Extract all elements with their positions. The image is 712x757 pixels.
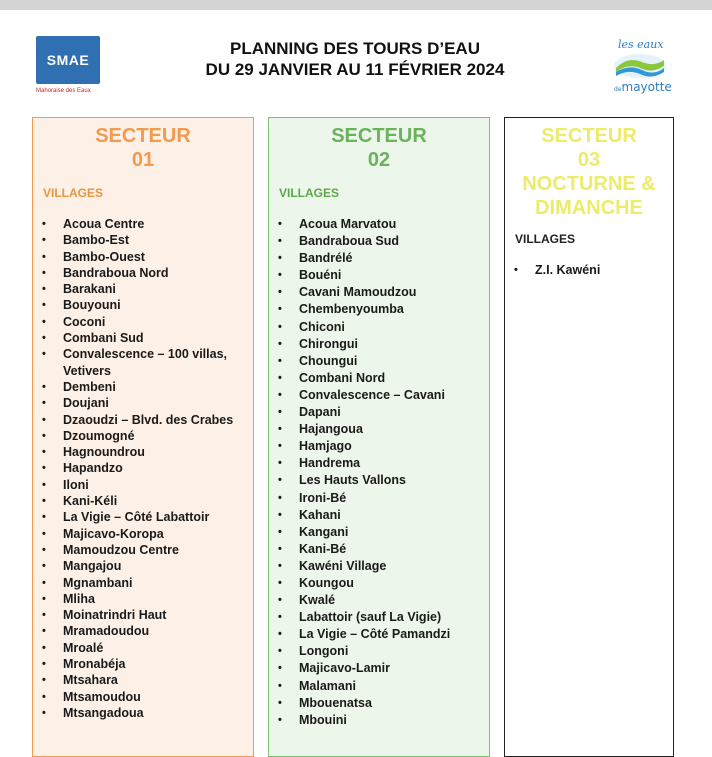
village-list-item: • Kahani xyxy=(277,507,489,524)
village-list-item: • Acoua Centre xyxy=(41,216,253,232)
village-list-item: • Bandraboua Nord xyxy=(41,265,253,281)
village-list-item: • Barakani xyxy=(41,281,253,297)
village-list-item: • Malamani xyxy=(277,678,489,695)
village-list-item: • Doujani xyxy=(41,395,253,411)
village-list-item: • Majicavo-Koropa xyxy=(41,526,253,542)
village-list-item: • Bambo-Ouest xyxy=(41,249,253,265)
village-list-item: • Cavani Mamoudzou xyxy=(277,284,489,301)
sector-01-heading-line-1: SECTEUR xyxy=(95,125,191,147)
village-list-item: • Hagnoundrou xyxy=(41,444,253,460)
sector-03-heading-line-1: SECTEUR xyxy=(541,125,637,147)
sector-02-villages-label: VILLAGES xyxy=(279,186,340,200)
village-list-item: • Kwalé xyxy=(277,592,489,609)
village-list-item: • Moinatrindri Haut xyxy=(41,607,253,623)
sector-01-villages-label: VILLAGES xyxy=(43,186,104,200)
village-list-item: • Ironi-Bé xyxy=(277,490,489,507)
smae-logo-text: SMAE xyxy=(46,52,90,68)
village-list-item: • Mamoudzou Centre xyxy=(41,542,253,558)
village-list-item: • Mramadoudou xyxy=(41,623,253,639)
village-list-item: • Kangani xyxy=(277,524,489,541)
village-list-item: • Acoua Marvatou xyxy=(277,216,489,233)
smae-logo xyxy=(36,36,100,100)
village-list-item: • Mliha xyxy=(41,591,253,607)
smae-logo-subtitle: Mahoraise des Eaux xyxy=(36,88,91,94)
logo-text-mayotte-word: mayotte xyxy=(621,80,672,94)
village-list-item: • Hamjago xyxy=(277,438,489,455)
logo-text-mayotte xyxy=(614,80,672,94)
village-list-item: • Bouéni xyxy=(277,267,489,284)
page-title xyxy=(120,38,590,80)
title-line-1: PLANNING DES TOURS D’EAU xyxy=(230,39,480,58)
village-list-item: • Mroalé xyxy=(41,640,253,656)
village-list-item: • Convalescence – 100 villas, Vetivers xyxy=(41,346,253,379)
village-list-item: • Convalescence – Cavani xyxy=(277,387,489,404)
logo-text-les-eaux: les eaux xyxy=(618,38,664,51)
smae-logo-mark xyxy=(36,36,100,84)
logo-text-de: de xyxy=(614,86,622,93)
sector-01-heading-line-2: 01 xyxy=(131,149,155,171)
village-list-item: • Bambo-Est xyxy=(41,232,253,248)
village-list-item: • Kani-Bé xyxy=(277,541,489,558)
village-list-item: • La Vigie – Côté Pamandzi xyxy=(277,626,489,643)
village-list-item: • Mtsangadoua xyxy=(41,705,253,721)
village-list-item: • Coconi xyxy=(41,314,253,330)
sector-03-column xyxy=(504,117,674,757)
village-list-item: • Mronabéja xyxy=(41,656,253,672)
village-list-item: • Bandrélé xyxy=(277,250,489,267)
village-list-item: • Koungou xyxy=(277,575,489,592)
village-list-item: • Les Hauts Vallons xyxy=(277,472,489,489)
sector-02-column xyxy=(268,117,490,757)
village-list-item: • Bandraboua Sud xyxy=(277,233,489,250)
village-list-item: • Mbouini xyxy=(277,712,489,729)
village-list-item: • Dapani xyxy=(277,404,489,421)
sector-03-heading xyxy=(505,124,673,220)
village-list-item: • Mtsamoudou xyxy=(41,689,253,705)
village-list-item: • Dembeni xyxy=(41,379,253,395)
sector-03-villages-label: VILLAGES xyxy=(515,232,576,246)
sector-02-heading-line-1: SECTEUR xyxy=(331,125,427,147)
sector-03-heading-line-3: NOCTURNE & xyxy=(522,173,656,195)
sector-03-village-list xyxy=(505,262,673,278)
village-list-item: • Hapandzo xyxy=(41,460,253,476)
village-list-item: • Bouyouni xyxy=(41,297,253,313)
title-line-2: DU 29 JANVIER AU 11 FÉVRIER 2024 xyxy=(205,60,505,79)
village-list-item: • Hajangoua xyxy=(277,421,489,438)
village-list-item: • Iloni xyxy=(41,477,253,493)
village-list-item: • Combani Sud xyxy=(41,330,253,346)
sector-01-village-list xyxy=(33,216,253,721)
village-list-item: • Majicavo-Lamir xyxy=(277,660,489,677)
village-list-item: • Kawéni Village xyxy=(277,558,489,575)
village-list-item: • Mtsahara xyxy=(41,672,253,688)
village-list-item: • Mbouenatsa xyxy=(277,695,489,712)
village-list-item: • Combani Nord xyxy=(277,370,489,387)
village-list-item: • Z.I. Kawéni xyxy=(513,262,673,278)
sector-03-heading-line-4: DIMANCHE xyxy=(535,197,643,219)
water-wave-icon xyxy=(612,52,668,80)
village-list-item: • Mangajou xyxy=(41,558,253,574)
sector-02-heading-line-2: 02 xyxy=(367,149,391,171)
sector-03-heading-line-2: 03 xyxy=(577,149,601,171)
sector-02-village-list xyxy=(269,216,489,729)
village-list-item: • Chirongui xyxy=(277,336,489,353)
village-list-item: • Dzoumogné xyxy=(41,428,253,444)
village-list-item: • Handrema xyxy=(277,455,489,472)
village-list-item: • Labattoir (sauf La Vigie) xyxy=(277,609,489,626)
sector-01-heading xyxy=(33,124,253,172)
village-list-item: • Chembenyoumba xyxy=(277,301,489,318)
les-eaux-de-mayotte-logo xyxy=(606,38,672,98)
village-list-item: • Longoni xyxy=(277,643,489,660)
village-list-item: • Kani-Kéli xyxy=(41,493,253,509)
village-list-item: • Choungui xyxy=(277,353,489,370)
village-list-item: • La Vigie – Côté Labattoir xyxy=(41,509,253,525)
village-list-item: • Mgnambani xyxy=(41,575,253,591)
village-list-item: • Chiconi xyxy=(277,319,489,336)
top-edge-band xyxy=(0,0,712,10)
village-list-item: • Dzaoudzi – Blvd. des Crabes xyxy=(41,412,253,428)
sector-01-column xyxy=(32,117,254,757)
sector-02-heading xyxy=(269,124,489,172)
